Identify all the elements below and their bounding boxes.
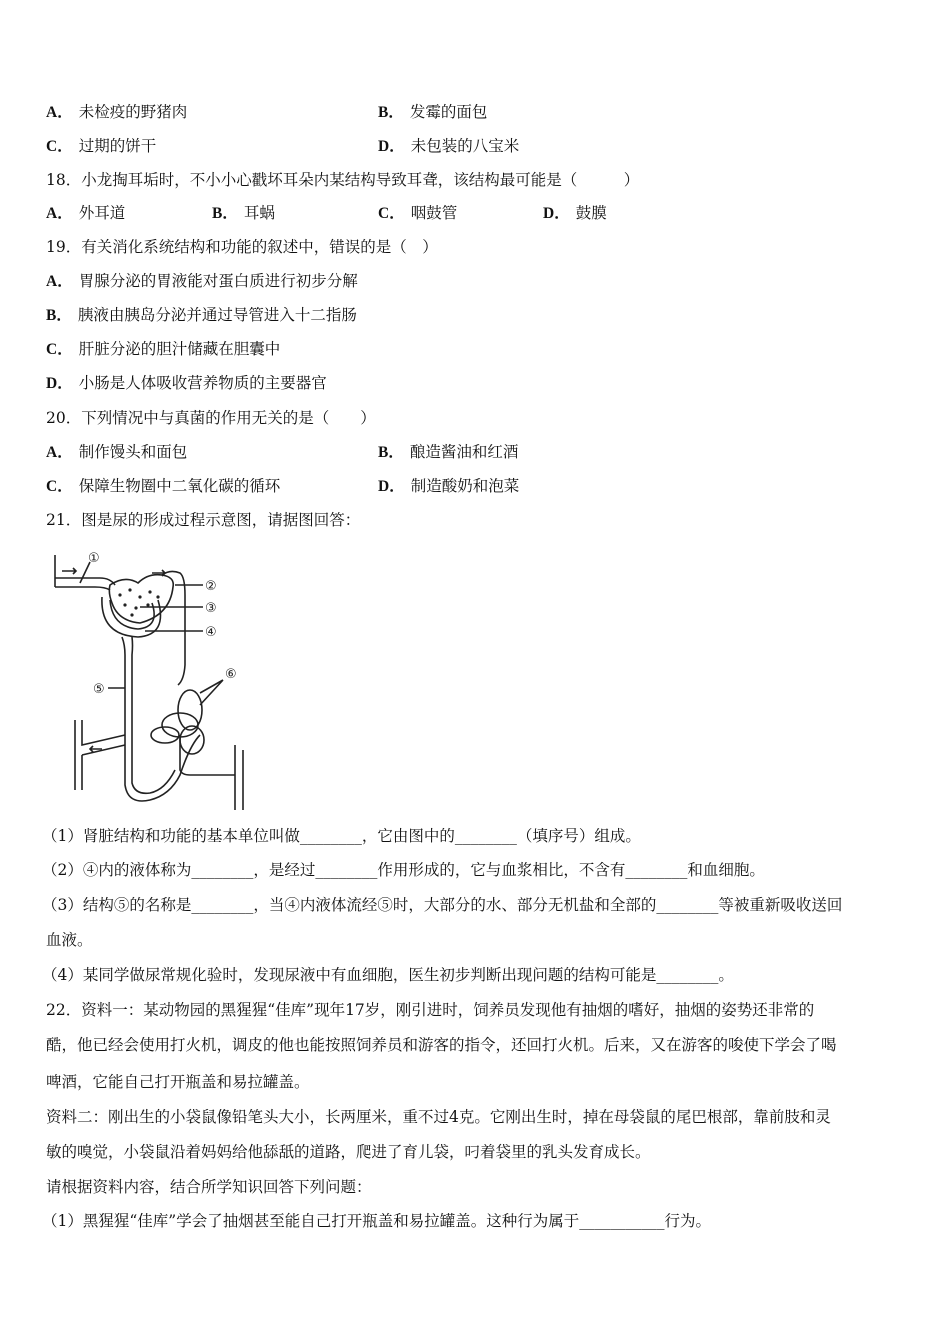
q21-stem: 21．图是尿的形成过程示意图，请据图回答： [46,511,361,529]
q18-option-a [46,203,125,224]
q21-sub-3: （3）结构⑤的名称是________，当④内液体流经⑤时，大部分的水、部分无机盐和全部的________等被重新吸收送回 [42,896,843,914]
q21-sub-1: （1）肾脏结构和功能的基本单位叫做________，它由图中的________（填序号）组成。 [42,827,641,845]
q20-stem: 20．下列情况中与真菌的作用无关的是（ ） [46,409,376,427]
renal-tubule-left [122,637,200,801]
option-text: 酿造酱油和红酒 [409,443,519,461]
q17-option-d [378,136,519,157]
q19-option-b [46,305,357,326]
option-label: C． [46,341,73,358]
q17-option-c [46,136,156,157]
nephron-diagram [40,545,260,815]
q18-option-d [543,203,607,224]
arrow-in-icon [62,568,76,574]
option-text: 胰液由胰岛分泌并通过导管进入十二指肠 [77,306,357,324]
q19-option-d [46,373,327,394]
leader-line-6 [200,680,223,705]
option-label: A． [46,444,73,461]
option-text: 发霉的面包 [409,103,488,121]
capillary-loop [162,713,198,737]
q21-sub-2: （2）④内的液体称为________，是经过________作用形成的，它与血浆相比，不含有________和血细胞。 [42,861,765,879]
option-text: 未包装的八宝米 [410,137,520,155]
option-label: D． [378,478,405,495]
option-label: D． [543,205,570,222]
option-text: 保障生物圈中二氧化碳的循环 [78,477,281,495]
diagram-label-4: ④ [205,625,217,640]
q18-option-c [378,203,457,224]
option-text: 耳蜗 [243,204,275,222]
q18-option-b [212,203,275,224]
afferent-arteriole [55,578,115,585]
q19-option-a [46,271,358,292]
q22-line-3: 啤酒，它能自己打开瓶盖和易拉罐盖。 [46,1073,310,1091]
q20-option-a [46,442,187,463]
q22-line-2: 酷，他已经会使用打火机，调皮的他也能按照饲养员和游客的指令，还回打火机。后来，又在游客的唆使下学会了喝 [46,1036,837,1054]
q22-line-1: 22．资料一：某动物园的黑猩猩“佳库”现年17岁，刚引进时，饲养员发现他有抽烟的嗜好，抽烟的姿势还非常的 [46,1001,815,1019]
option-text: 制作馒头和面包 [78,443,188,461]
diagram-label-5: ⑤ [93,682,105,697]
q20-option-b [378,442,518,463]
option-label: B． [46,307,72,324]
option-text: 制造酸奶和泡菜 [410,477,520,495]
option-text: 小肠是人体吸收营养物质的主要器官 [78,374,327,392]
option-label: C． [378,205,405,222]
diagram-label-3: ③ [205,601,217,616]
option-label: B． [378,104,404,121]
q22-sub-1: （1）黑猩猩“佳库”学会了抽烟甚至能自己打开瓶盖和易拉罐盖。这种行为属于___________行为。 [42,1212,711,1230]
option-label: C． [46,478,73,495]
option-label: D． [46,375,73,392]
q19-stem: 19．有关消化系统结构和功能的叙述中，错误的是（ ） [46,238,438,256]
q17-option-a [46,102,187,123]
renal-vein [75,720,125,790]
q22-line-5: 敏的嗅觉，小袋鼠沿着妈妈给他舔舐的道路，爬进了育儿袋，叼着袋里的乳头发育成长。 [46,1143,651,1161]
diagram-label-2: ② [205,579,217,594]
option-text: 咽鼓管 [410,204,458,222]
q17-option-b [378,102,487,123]
collecting-duct [180,735,243,810]
q22-line-6: 请根据资料内容，结合所学知识回答下列问题： [46,1178,372,1196]
option-text: 胃腺分泌的胃液能对蛋白质进行初步分解 [78,272,358,290]
diagram-label-1: ① [88,551,100,566]
glomerulus [109,575,173,623]
option-text: 过期的饼干 [78,137,157,155]
option-text: 未检疫的野猪肉 [78,103,188,121]
option-label: C． [46,138,73,155]
q20-option-c [46,476,280,497]
option-label: A． [46,205,73,222]
q18-stem: 18．小龙掏耳垢时，不小小心戳坏耳朵内某结构导致耳聋，该结构最可能是（ ） [46,171,640,189]
q21-sub-4: （4）某同学做尿常规化验时，发现尿液中有血细胞，医生初步判断出现问题的结构可能是________。 [42,966,734,984]
option-label: A． [46,273,73,290]
q20-option-d [378,476,519,497]
capillary-loop [151,727,179,743]
option-text: 鼓膜 [575,204,607,222]
option-label: B． [212,205,238,222]
diagram-label-6: ⑥ [225,667,237,682]
q19-option-c [46,339,280,360]
q21-sub-3-cont: 血液。 [46,931,93,949]
option-label: A． [46,104,73,121]
afferent-arteriole-lower [55,587,110,590]
option-text: 外耳道 [78,204,126,222]
q22-line-4: 资料二：刚出生的小袋鼠像铅笔头大小，长两厘米，重不过4克。它刚出生时，掉在母袋鼠的尾巴根部，靠前肢和灵 [46,1108,831,1126]
option-text: 肝脏分泌的胆汁储藏在胆囊中 [78,340,281,358]
option-label: D． [378,138,405,155]
option-label: B． [378,444,404,461]
